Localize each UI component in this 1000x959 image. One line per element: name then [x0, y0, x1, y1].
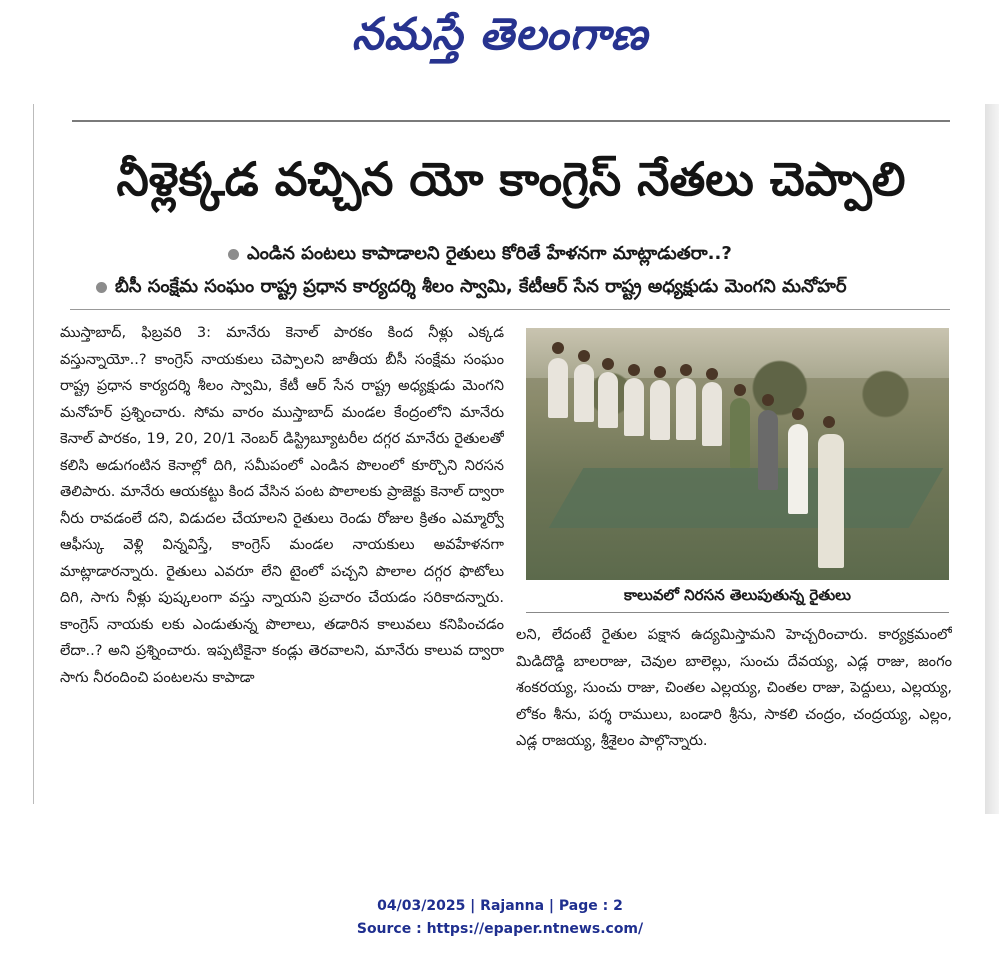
caption-rule [526, 612, 949, 613]
bullet-icon [228, 249, 239, 260]
page-footer [0, 895, 1000, 941]
article-photo [526, 328, 949, 580]
subhead-1-text: ఎండిన పంటలు కాపాడాలని రైతులు కోరితే హేళనగా మాట్లాడుతరా..? [247, 243, 732, 264]
article-body-left: ముస్తాబాద్, ఫిబ్రవరి 3: మానేరు కెనాల్ పారకం కింద నీళ్లు ఎక్కడ వస్తున్నాయో..? కాంగ్రెస్ నాయకులు చెప్పాలని జాతీయ బీసీ సంక్షేమ సంఘం రాష్ట్ర ప్రధాన కార్యదర్శి శీలం స్వామి, కేటీ ఆర్ సేన రాష్ట్ర అధ్యక్షుడు మెంగని మనోహర్ ప్రశ్నించారు. సోమ వారం ముస్తాబాద్ మండల కేంద్రంలోని మానేరు కెనాల్ పారకం, 19, 20, 20/1 నెంబర్ డిస్ట్రిబ్యూటరీల దగ్గర మానేరు రైతులతో కలిసి అడుగంటిన కెనాల్లో దిగి, సమీపంలో ఎండిన పొలంలో కూర్చొని నిరసన తెలిపారు. మానేరు ఆయకట్టు కింద వేసిన పంట పొలాలకు ప్రాజెక్టు కెనాల్ ద్వారా నీరు రావడంలే దని, విడుదల చేయాలని రైతులు రెండు రోజుల క్రితం ఎమ్మార్వో ఆఫీస్కు వెళ్లి విన్నవిస్తే, కాంగ్రెస్ మండల నాయకులు అవహేళనగా మాట్లాడారన్నారు. రైతులు ఎవరూ లేని టైంలో పచ్చని పొలాల దగ్గర ఫొటోలు దిగి, సాగు నీళ్లు పుష్కలంగా వస్తు న్నాయని ప్రచారం చేయడం సరికాదన్నారు. కాంగ్రెస్ నాయకు లకు ఎండుతున్న పొలాలు, తడారిన కాలువలు కనిపించడం లేదా..? అని ప్రశ్నించారు. ఇప్పటికైనా కండ్లు తెరవాలని, మానేరు కాలువ ద్వారా సాగు నీరందించి పంటలను కాపాడా [60, 324, 504, 686]
left-column-border [33, 104, 34, 804]
right-page-edge [985, 104, 999, 814]
subhead-2-text: బీసీ సంక్షేమ సంఘం రాష్ట్ర ప్రధాన కార్యదర్శి శీలం స్వామి, కేటీఆర్ సేన రాష్ట్ర అధ్యక్షుడు మెంగని మనోహర్ [115, 276, 847, 297]
section-rule [70, 309, 950, 310]
footer-source[interactable]: Source : https://epaper.ntnews.com/ [356, 921, 644, 937]
article-headline: నీళ్లెక్కడ వచ్చిన యో కాంగ్రెస్ నేతలు చెప్పాలి [116, 152, 906, 206]
bullet-icon [96, 282, 107, 293]
footer-date-edition: 04/03/2025 | Rajanna | Page : 2 [377, 898, 623, 914]
article-body-right: లని, లేదంటే రైతుల పక్షాన ఉద్యమిస్తామని హెచ్చరించారు. కార్యక్రమంలో మిడిదొడ్డి బాలరాజు, చెవుల బాలెల్లు, సుంచు దేవయ్య, ఎడ్ల రాజు, జంగం శంకరయ్య, సుంచు రాజు, చింతల ఎల్లయ్య, చింతల రాజు, పెద్దులు, ఎల్లయ్య, లోకం శీను, పర్శ రాములు, బండారి శ్రీను, సాకలి చంద్రం, చంద్రయ్య, ఎల్లం, ఎడ్ల రాజయ్య, శ్రీశైలం పాల్గొన్నారు. [516, 626, 952, 749]
photo-caption: కాలువలో నిరసన తెలుపుతున్న రైతులు [624, 586, 851, 604]
top-rule [72, 120, 950, 122]
subhead-1 [228, 239, 732, 269]
subhead-2 [96, 272, 847, 302]
newspaper-masthead: నమస్తే తెలంగాణ [351, 9, 649, 60]
